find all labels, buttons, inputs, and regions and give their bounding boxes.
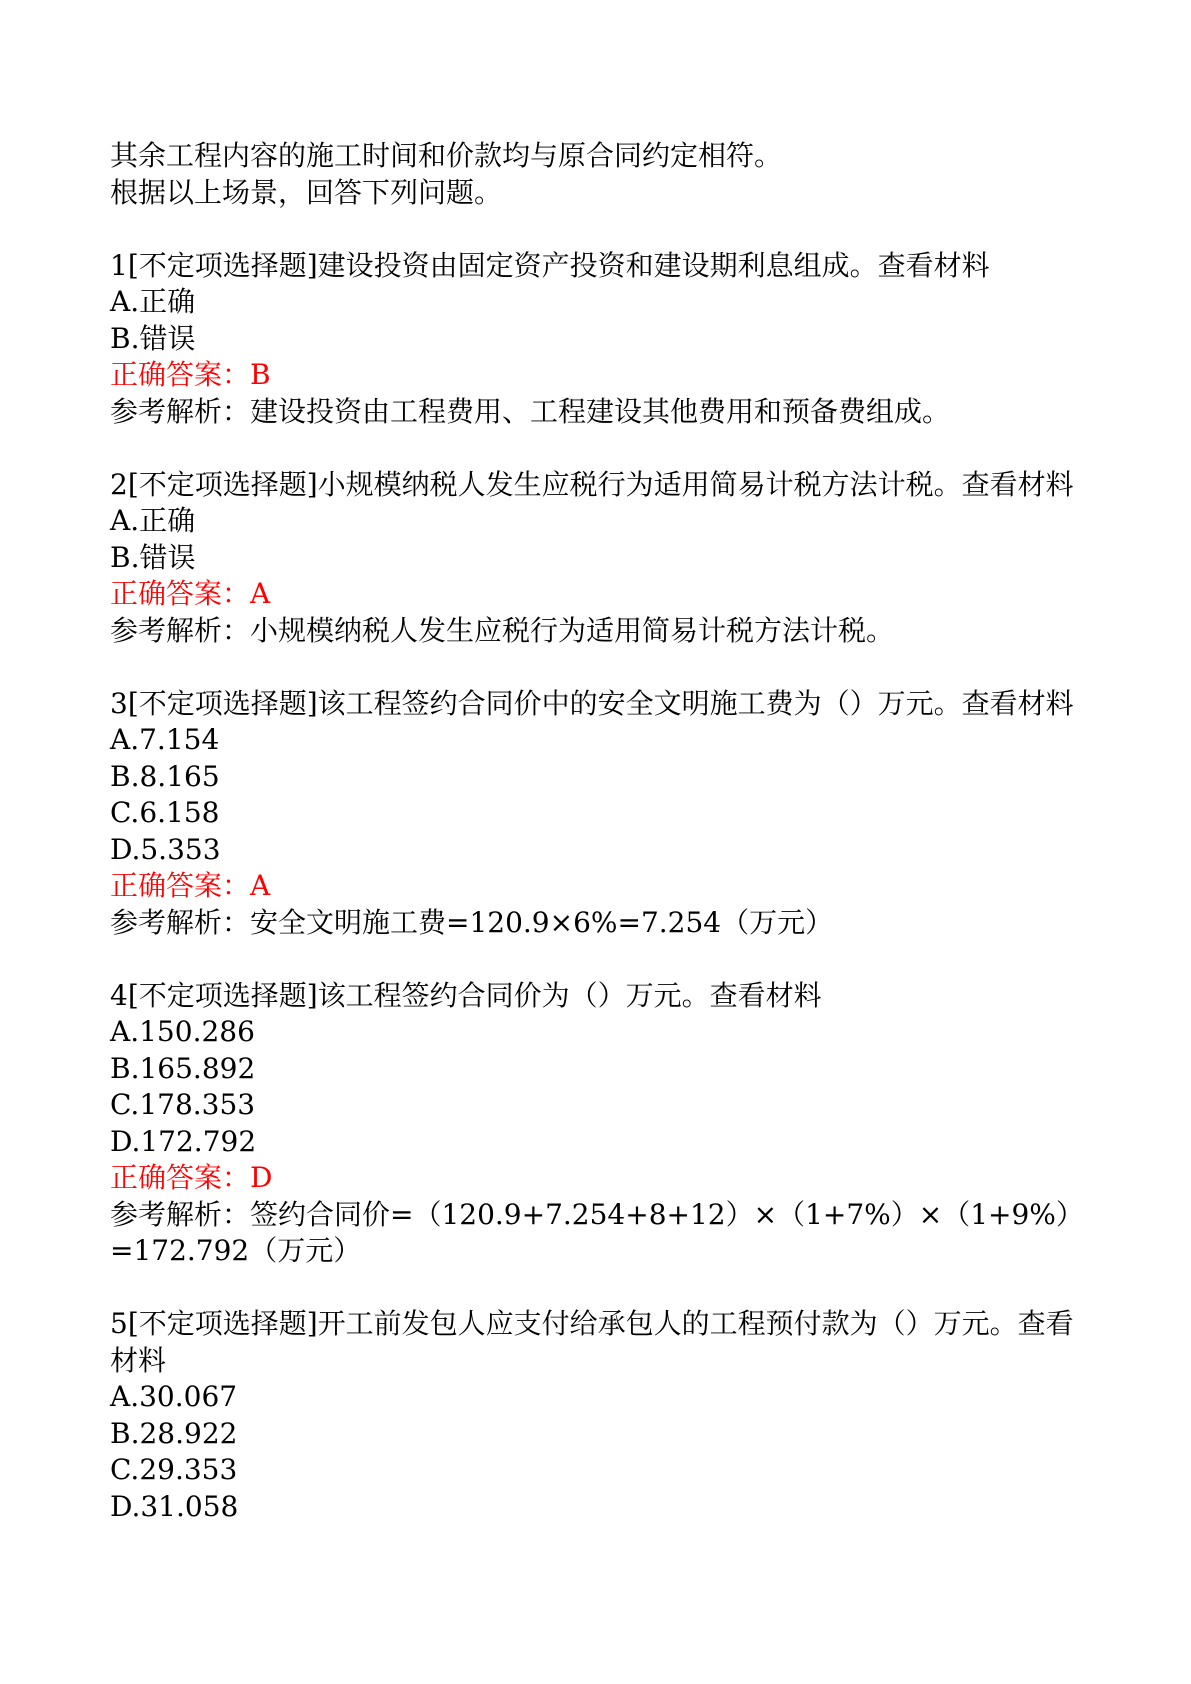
option: B.错误: [110, 540, 196, 574]
analysis: 参考解析：小规模纳税人发生应税行为适用简易计税方法计税。: [110, 613, 895, 647]
spacer: [110, 941, 1085, 978]
option: A.30.067: [110, 1380, 238, 1413]
intro-line: 其余工程内容的施工时间和价款均与原合同约定相符。: [110, 139, 783, 172]
option: D.172.792: [110, 1124, 257, 1158]
option: D.31.058: [110, 1489, 239, 1523]
document-page: [110, 138, 1085, 1525]
correct-answer: 正确答案：A: [110, 577, 271, 610]
correct-answer: 正确答案：D: [110, 1161, 273, 1194]
spacer: [110, 211, 1085, 248]
analysis: 参考解析：建设投资由工程费用、工程建设其他费用和预备费组成。: [110, 394, 951, 428]
scenario-intro: [110, 138, 1085, 211]
option: B.错误: [110, 321, 196, 355]
question-stem: 5[不定项选择题]开工前发包人应支付给承包人的工程预付款为（）万元。查看材料: [110, 1307, 1074, 1377]
option: B.28.922: [110, 1416, 238, 1450]
question-stem: 4[不定项选择题]该工程签约合同价为（）万元。查看材料: [110, 978, 822, 1012]
correct-answer: 正确答案：B: [110, 358, 271, 391]
option: A.正确: [110, 504, 196, 537]
question-stem: 1[不定项选择题]建设投资由固定资产投资和建设期利息组成。查看材料: [110, 248, 990, 282]
option: A.正确: [110, 285, 196, 318]
option: A.7.154: [110, 723, 220, 756]
intro-line: 根据以上场景，回答下列问题。: [110, 175, 503, 209]
question-2: [110, 467, 1085, 650]
option: B.8.165: [110, 759, 220, 793]
analysis: 参考解析：签约合同价=（120.9+7.254+8+12）×（1+7%）×（1+9%）=172.792（万元）: [110, 1197, 1084, 1267]
question-4: [110, 978, 1085, 1270]
question-3: [110, 686, 1085, 942]
question-stem: 3[不定项选择题]该工程签约合同价中的安全文明施工费为（）万元。查看材料: [110, 686, 1074, 720]
option: B.165.892: [110, 1051, 256, 1085]
option: C.178.353: [110, 1088, 256, 1121]
correct-answer: 正确答案：A: [110, 869, 271, 902]
analysis: 参考解析：安全文明施工费=120.9×6%=7.254（万元）: [110, 905, 834, 939]
spacer: [110, 1270, 1085, 1307]
question-5: [110, 1306, 1085, 1525]
option: C.6.158: [110, 796, 220, 829]
option: C.29.353: [110, 1453, 238, 1486]
question-1: [110, 248, 1085, 431]
question-stem: 2[不定项选择题]小规模纳税人发生应税行为适用简易计税方法计税。查看材料: [110, 467, 1074, 501]
spacer: [110, 430, 1085, 467]
option: A.150.286: [110, 1015, 255, 1048]
option: D.5.353: [110, 832, 221, 866]
spacer: [110, 649, 1085, 686]
